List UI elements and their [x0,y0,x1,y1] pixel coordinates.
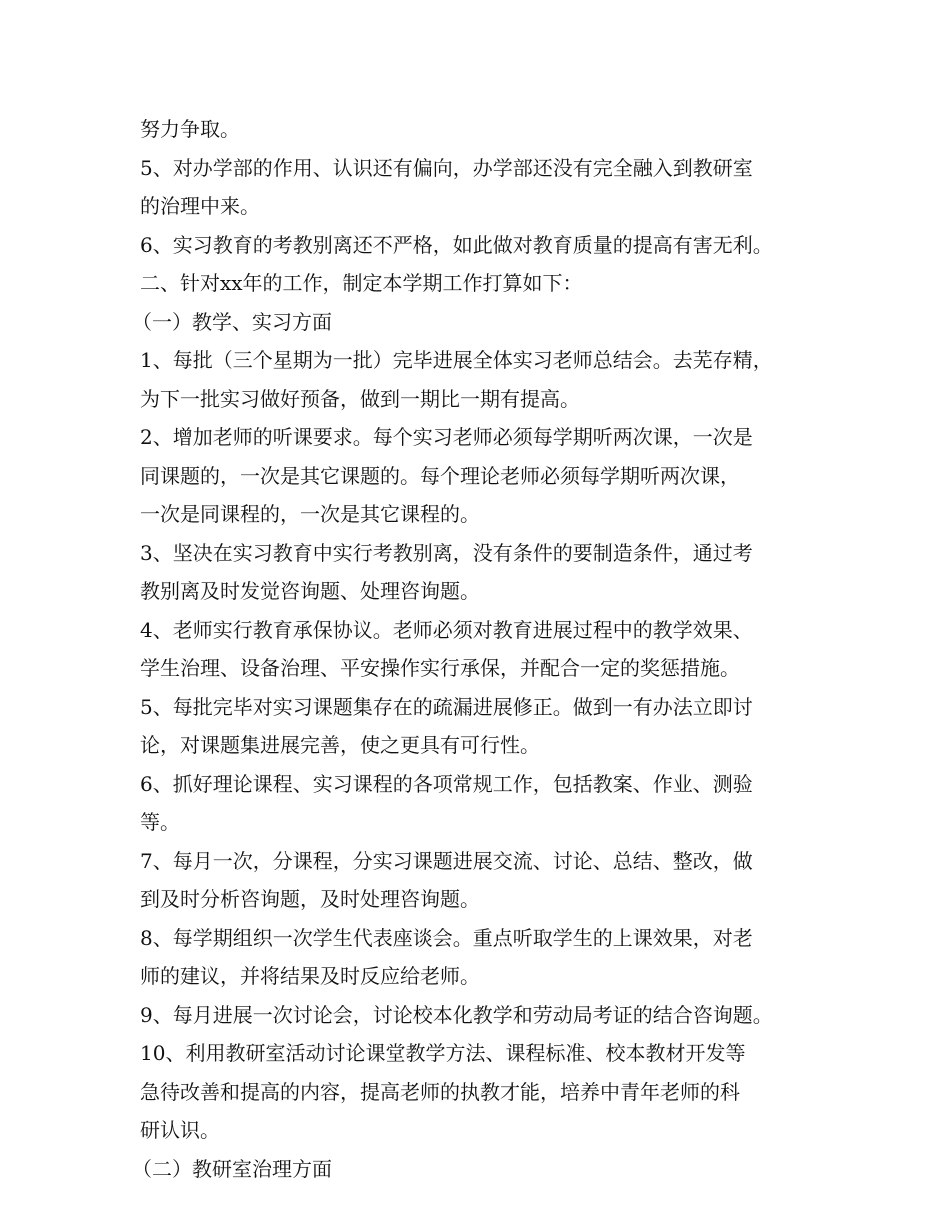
text-line: 9、每月进展一次讨论会，讨论校本化教学和劳动局考证的结合咨询题。 [140,1002,773,1027]
text-line: 教别离及时发觉咨询题、处理咨询题。 [140,579,480,603]
text-line: 师的建议，并将结果及时反应给老师。 [140,964,480,988]
text-line: 6、抓好理论课程、实习课程的各项常规工作，包括教案、作业、测验 [140,771,753,796]
text-line: 一次是同课程的，一次是其它课程的。 [140,502,480,526]
text-line: 学生治理、设备治理、平安操作实行承保，并配合一定的奖惩措施。 [140,656,740,680]
document-body [132,110,830,1188]
section-heading: 二、针对xx年的工作，制定本学期工作打算如下： [140,271,583,295]
subsection-heading: （二）教研室治理方面 [132,1156,332,1181]
text-line: 到及时分析咨询题，及时处理咨询题。 [140,887,480,911]
text-line: 2、增加老师的听课要求。每个实习老师必须每学期听两次课，一次是 [140,425,753,449]
text-line: 等。 [140,810,180,834]
text-line: 6、实习教育的考教别离还不严格，如此做对教育质量的提高有害无利。 [140,232,773,257]
text-line: 的治理中来。 [140,194,260,218]
text-line: 4、老师实行教育承保协议。老师必须对教育进展过程中的教学效果、 [140,617,753,642]
text-line: 5、对办学部的作用、认识还有偏向，办学部还没有完全融入到教研室 [140,155,753,180]
text-line: 为下一批实习做好预备，做到一期比一期有提高。 [140,386,580,411]
text-line: 8、每学期组织一次学生代表座谈会。重点听取学生的上课效果，对老 [140,925,753,950]
text-line: 5、每批完毕对实习课题集存在的疏漏进展修正。做到一有办法立即讨 [140,694,753,719]
text-line: 研认识。 [140,1118,220,1142]
text-line: 同课题的，一次是其它课题的。每个理论老师必须每学期听两次课， [140,463,740,488]
text-line: 3、坚决在实习教育中实行考教别离，没有条件的要制造条件，通过考 [140,540,753,565]
text-line: 论，对课题集进展完善，使之更具有可行性。 [140,733,540,757]
text-line: 10、利用教研室活动讨论课堂教学方法、课程标准、校本教材开发等 [140,1041,746,1065]
text-line: 急待改善和提高的内容，提高老师的执教才能，培养中青年老师的科 [140,1079,740,1104]
text-line: 努力争取。 [140,117,240,141]
subsection-heading: （一）教学、实习方面 [132,309,332,334]
text-line: 7、每月一次，分课程，分实习课题进展交流、讨论、总结、整改，做 [140,848,753,873]
text-line: 1、每批（三个星期为一批）完毕进展全体实习老师总结会。去芜存精， [140,348,773,372]
